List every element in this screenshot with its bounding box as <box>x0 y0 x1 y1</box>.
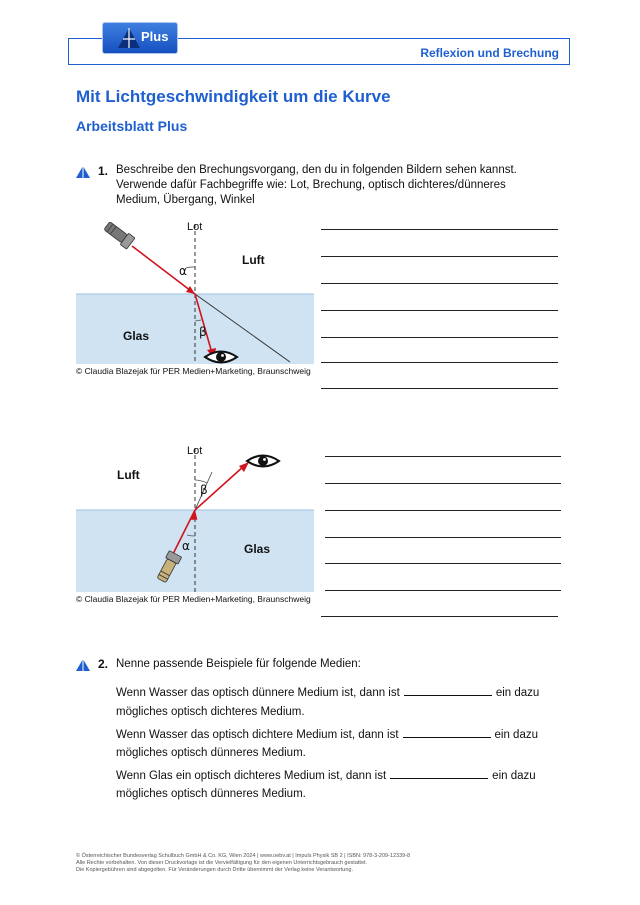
task-1-line: Beschreibe den Brechungsvorgang, den du in folgenden Bildern sehen kannst. <box>116 164 517 176</box>
answer-line[interactable] <box>321 256 558 257</box>
task-2-intro: Nenne passende Beispiele für folgende Medien: <box>116 658 361 670</box>
sentence-2 <box>116 726 538 741</box>
task-1-line: Medium, Übergang, Winkel <box>116 194 255 206</box>
sentence-text: ein dazu <box>494 729 538 741</box>
footer <box>76 853 410 874</box>
fill-in-blank[interactable] <box>403 726 491 738</box>
answer-line[interactable] <box>321 388 558 389</box>
sentence-text: ein dazu <box>492 770 536 782</box>
beta-label: β <box>199 325 207 339</box>
sentence-text: Wenn Glas ein optisch dichteres Medium ist, dann ist <box>116 770 387 782</box>
lot-label: Lot <box>187 221 203 233</box>
alpha-label: α <box>179 264 187 278</box>
plus-logo <box>102 22 178 54</box>
task-triangle-icon <box>76 166 90 178</box>
sentence-1-cont: mögliches optisch dichteres Medium. <box>116 706 305 718</box>
task-1-number: 1. <box>98 164 109 178</box>
figure-1-drawing <box>76 218 314 364</box>
answer-line[interactable] <box>321 310 558 311</box>
eye-icon <box>205 352 237 363</box>
answer-line[interactable] <box>321 337 558 338</box>
task-triangle-icon <box>76 659 90 671</box>
image-credit: © Claudia Blazejak für PER Medien+Marketing, Braunschweig <box>76 594 311 604</box>
beta-label: β <box>200 483 208 497</box>
glass-label: Glas <box>123 329 150 343</box>
flashlight-icon <box>103 220 135 249</box>
footer-line: Alle Rechte vorbehalten. Von dieser Druckvorlage ist die Vervielfältigung für den eigenen Unterrichtsgebrauch gestattet. <box>76 860 368 866</box>
answer-line[interactable] <box>325 590 561 591</box>
task-1-line: Verwende dafür Fachbegriffe wie: Lot, Brechung, optisch dichteres/dünneres <box>116 179 506 191</box>
sentence-3-cont: mögliches optisch dünneres Medium. <box>116 788 306 800</box>
answer-line[interactable] <box>321 616 558 617</box>
air-label: Luft <box>242 253 265 267</box>
answer-line[interactable] <box>325 456 561 457</box>
fill-in-blank[interactable] <box>404 684 492 696</box>
logo-text: Plus <box>141 29 169 44</box>
eye-icon <box>247 456 279 467</box>
sentence-3 <box>116 767 536 782</box>
fill-in-blank[interactable] <box>390 767 488 779</box>
image-credit: © Claudia Blazejak für PER Medien+Marketing, Braunschweig <box>76 366 311 376</box>
page-subtitle: Arbeitsblatt Plus <box>76 118 188 134</box>
task-2-number: 2. <box>98 657 109 671</box>
sentence-text: Wenn Wasser das optisch dünnere Medium ist, dann ist <box>116 687 400 699</box>
air-label: Luft <box>117 468 140 482</box>
sentence-2-cont: mögliches optisch dünneres Medium. <box>116 747 306 759</box>
footer-line: Die Kopiergebühren sind abgegolten. Für Veränderungen durch Dritte übernimmt der Verlag keine Verantwortung. <box>76 867 354 873</box>
glass-label: Glas <box>244 542 271 556</box>
page-title: Mit Lichtgeschwindigkeit um die Kurve <box>76 87 391 106</box>
answer-line[interactable] <box>325 537 561 538</box>
answer-line[interactable] <box>321 283 558 284</box>
triangle-logo-icon <box>117 27 141 49</box>
lot-label: Lot <box>187 445 203 457</box>
refraction-figure-2 <box>76 442 314 592</box>
answer-line[interactable] <box>321 362 558 363</box>
sentence-1 <box>116 684 539 699</box>
footer-line: © Österreichischer Bundesverlag Schulbuch GmbH & Co. KG, Wien 2024 | www.oebv.at | Impuls Physik SB 2 | ISBN: 978-3-209-12339-8 <box>76 853 411 859</box>
refraction-figure-1 <box>76 218 314 364</box>
figure-2-drawing <box>76 442 314 592</box>
alpha-label: α <box>182 539 190 553</box>
answer-line[interactable] <box>321 229 558 230</box>
sentence-text: Wenn Wasser das optisch dichtere Medium ist, dann ist <box>116 729 399 741</box>
answer-line[interactable] <box>325 510 561 511</box>
topic-label: Reflexion und Brechung <box>420 46 559 60</box>
answer-line[interactable] <box>325 483 561 484</box>
answer-line[interactable] <box>325 563 561 564</box>
sentence-text: ein dazu <box>495 687 540 699</box>
task-1-text <box>116 163 556 208</box>
